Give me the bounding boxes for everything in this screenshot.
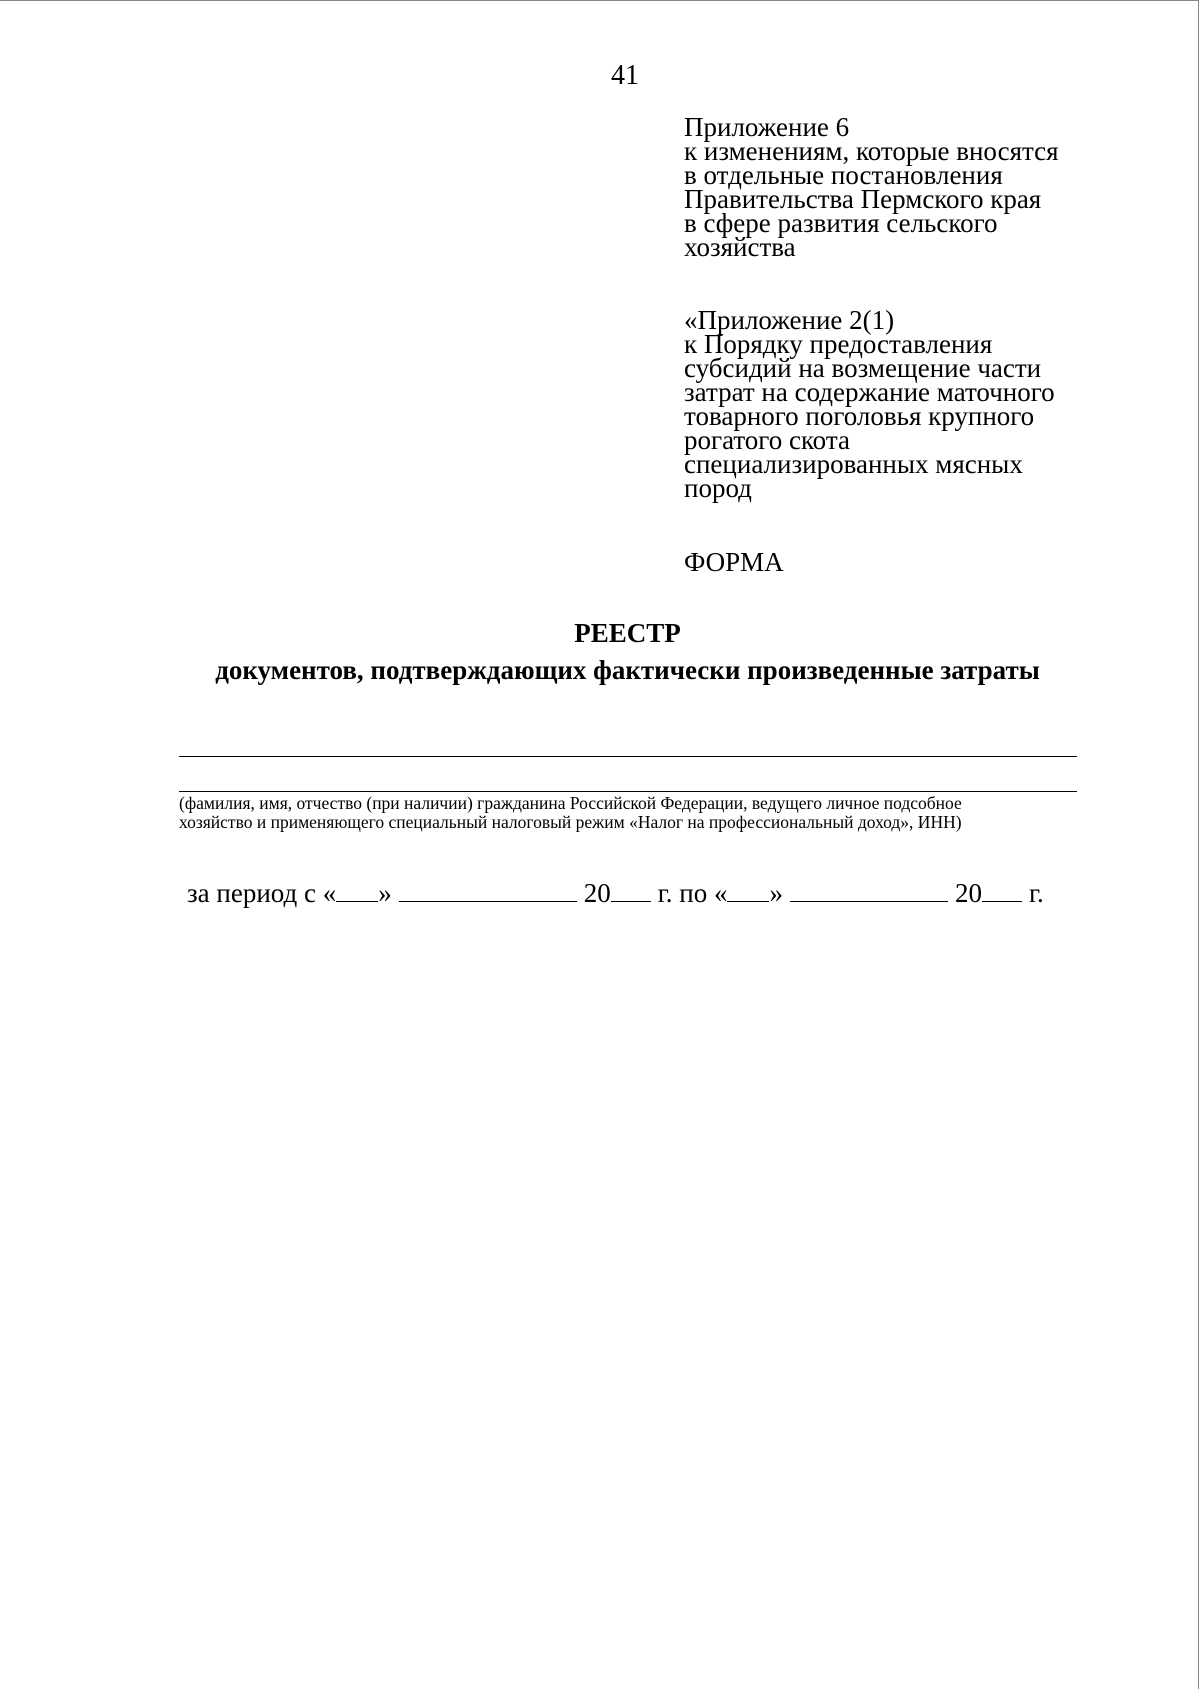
applicant-caption-line: хозяйство и применяющего специальный налоговый режим «Налог на профессиональный доход», ИНН) bbox=[179, 812, 962, 832]
appendix-2-1-line: специализированных мясных bbox=[684, 449, 1023, 479]
applicant-caption bbox=[179, 794, 1079, 832]
appendix-6-block bbox=[684, 112, 1059, 262]
period-start-month-blank[interactable] bbox=[399, 879, 577, 902]
appendix-6-line: к изменениям, которые вносятся bbox=[684, 136, 1059, 166]
applicant-name-line[interactable] bbox=[179, 756, 1077, 757]
registry-subtitle: документов, подтверждающих фактически произведенные затраты bbox=[215, 655, 1040, 685]
period-year-prefix: 20 bbox=[954, 878, 982, 908]
period-start-day-blank[interactable] bbox=[336, 879, 378, 902]
appendix-6-line: хозяйства bbox=[684, 232, 796, 262]
period-start-year-blank[interactable] bbox=[611, 879, 651, 902]
period-year-prefix: 20 bbox=[583, 878, 611, 908]
period-end-month-blank[interactable] bbox=[790, 879, 948, 902]
registry-title: РЕЕСТР bbox=[574, 618, 681, 648]
appendix-2-1-line: товарного поголовья крупного bbox=[684, 401, 1035, 431]
applicant-caption-line: (фамилия, имя, отчество (при наличии) гражданина Российской Федерации, ведущего личное подсобное bbox=[179, 793, 962, 813]
applicant-inn-line[interactable] bbox=[179, 791, 1077, 792]
period-close-quote: » bbox=[769, 878, 783, 908]
period-end-day-blank[interactable] bbox=[727, 879, 769, 902]
appendix-2-1-line: к Порядку предоставления bbox=[684, 329, 993, 359]
appendix-6-line: Правительства Пермского края bbox=[684, 184, 1042, 214]
forma-label: ФОРМА bbox=[684, 547, 784, 577]
appendix-6-line: Приложение 6 bbox=[684, 112, 850, 142]
appendix-2-1-line: «Приложение 2(1) bbox=[684, 305, 895, 335]
period-row bbox=[187, 876, 1044, 910]
appendix-2-1-line: затрат на содержание маточного bbox=[684, 377, 1055, 407]
period-prefix: за период с « bbox=[187, 878, 337, 908]
period-suffix: г. bbox=[1028, 878, 1044, 908]
page-number: 41 bbox=[611, 60, 639, 91]
period-end-year-blank[interactable] bbox=[982, 879, 1022, 902]
period-to-text: г. по « bbox=[657, 878, 728, 908]
period-close-quote: » bbox=[378, 878, 392, 908]
appendix-2-1-block bbox=[684, 305, 1055, 503]
appendix-6-line: в отдельные постановления bbox=[684, 160, 1003, 190]
appendix-2-1-line: пород bbox=[684, 473, 752, 503]
appendix-2-1-line: рогатого скота bbox=[684, 425, 850, 455]
appendix-2-1-line: субсидий на возмещение части bbox=[684, 353, 1042, 383]
appendix-6-line: в сфере развития сельского bbox=[684, 208, 998, 238]
